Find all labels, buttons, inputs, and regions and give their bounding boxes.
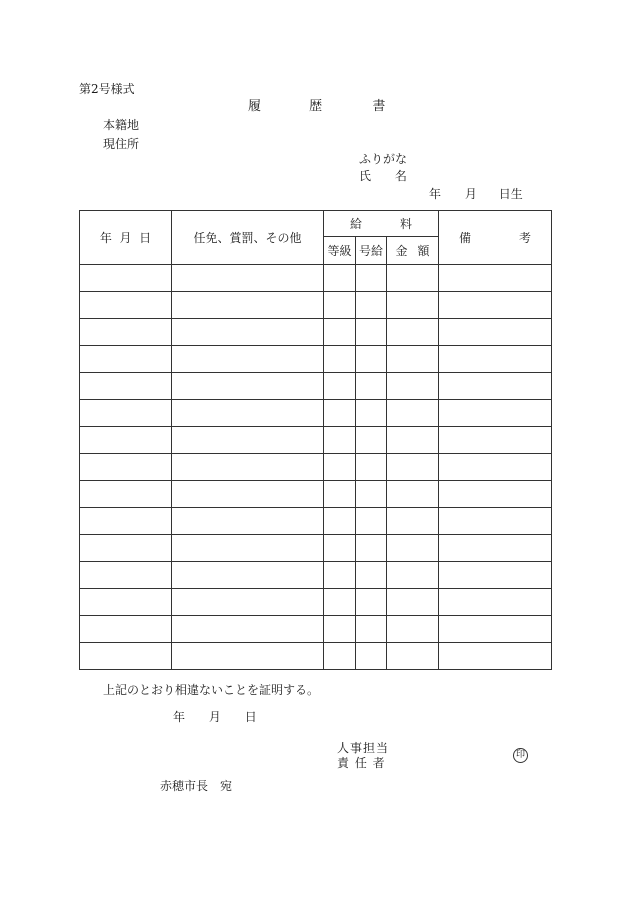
table-row: [80, 265, 552, 292]
cell-remarks[interactable]: [439, 265, 552, 292]
cell-step[interactable]: [356, 373, 387, 400]
cell-amount[interactable]: [387, 562, 439, 589]
cell-amount[interactable]: [387, 454, 439, 481]
cell-grade[interactable]: [324, 292, 356, 319]
cell-date[interactable]: [80, 427, 172, 454]
cell-remarks[interactable]: [439, 400, 552, 427]
cell-remarks[interactable]: [439, 346, 552, 373]
cell-date[interactable]: [80, 562, 172, 589]
seal-icon: 印: [513, 748, 528, 763]
certification-text: 上記のとおり相違ないことを証明する。: [103, 683, 320, 697]
header-date: 年 月 日: [80, 211, 172, 265]
cell-step[interactable]: [356, 481, 387, 508]
cell-step[interactable]: [356, 427, 387, 454]
table-row: [80, 562, 552, 589]
cell-step[interactable]: [356, 562, 387, 589]
table-row: [80, 589, 552, 616]
cell-event[interactable]: [172, 346, 324, 373]
cell-amount[interactable]: [387, 400, 439, 427]
history-table: [79, 210, 552, 670]
header-salary: 給 料: [324, 211, 439, 237]
form-number: 第2号様式: [79, 82, 135, 96]
cell-event[interactable]: [172, 535, 324, 562]
table-row: [80, 508, 552, 535]
cell-grade[interactable]: [324, 427, 356, 454]
name-char-1: 氏: [359, 169, 372, 183]
cell-grade[interactable]: [324, 589, 356, 616]
cell-date[interactable]: [80, 508, 172, 535]
cell-grade[interactable]: [324, 616, 356, 643]
cell-date[interactable]: [80, 346, 172, 373]
cell-event[interactable]: [172, 643, 324, 670]
cell-date[interactable]: [80, 292, 172, 319]
cell-grade[interactable]: [324, 346, 356, 373]
table-row: [80, 292, 552, 319]
table-row: [80, 427, 552, 454]
birthdate-label: [429, 188, 523, 200]
header-step: 号給: [356, 237, 387, 265]
cell-grade[interactable]: [324, 454, 356, 481]
table-row: [80, 454, 552, 481]
table-row: [80, 616, 552, 643]
cell-step[interactable]: [356, 616, 387, 643]
title-char-3: 書: [372, 99, 386, 114]
cell-date[interactable]: [80, 454, 172, 481]
cell-event[interactable]: [172, 616, 324, 643]
cell-grade[interactable]: [324, 643, 356, 670]
official-title-1: 人事担当: [337, 741, 390, 755]
table-row: [80, 319, 552, 346]
cell-amount[interactable]: [387, 616, 439, 643]
cell-grade[interactable]: [324, 562, 356, 589]
table-row: [80, 643, 552, 670]
cell-step[interactable]: [356, 292, 387, 319]
cell-step[interactable]: [356, 400, 387, 427]
cell-step[interactable]: [356, 535, 387, 562]
table-row: [80, 373, 552, 400]
table-row: [80, 400, 552, 427]
cell-remarks[interactable]: [439, 589, 552, 616]
cell-amount[interactable]: [387, 508, 439, 535]
cell-step[interactable]: [356, 643, 387, 670]
cell-grade[interactable]: [324, 535, 356, 562]
cell-amount[interactable]: [387, 319, 439, 346]
cell-event[interactable]: [172, 454, 324, 481]
cell-date[interactable]: [80, 589, 172, 616]
cell-event[interactable]: [172, 265, 324, 292]
header-remarks: 備 考: [439, 211, 552, 265]
header-amount: 金 額: [387, 237, 439, 265]
header-event: 任免、賞罰、その他: [172, 211, 324, 265]
cell-grade[interactable]: [324, 373, 356, 400]
cell-remarks[interactable]: [439, 292, 552, 319]
certification-date: [173, 711, 257, 723]
title-char-2: 歴: [309, 99, 323, 114]
addressee: 赤穂市長 宛: [160, 779, 233, 793]
cell-amount[interactable]: [387, 643, 439, 670]
cell-date[interactable]: [80, 265, 172, 292]
cell-remarks[interactable]: [439, 562, 552, 589]
cell-step[interactable]: [356, 265, 387, 292]
cell-event[interactable]: [172, 319, 324, 346]
cell-remarks[interactable]: [439, 508, 552, 535]
cell-step[interactable]: [356, 346, 387, 373]
cell-amount[interactable]: [387, 292, 439, 319]
cell-amount[interactable]: [387, 589, 439, 616]
cell-event[interactable]: [172, 562, 324, 589]
cell-remarks[interactable]: [439, 319, 552, 346]
cell-event[interactable]: [172, 589, 324, 616]
cell-date[interactable]: [80, 481, 172, 508]
cert-month-label: 月: [208, 710, 221, 724]
cell-remarks[interactable]: [439, 535, 552, 562]
cell-remarks[interactable]: [439, 373, 552, 400]
honseki-label: 本籍地: [103, 118, 140, 132]
cell-step[interactable]: [356, 589, 387, 616]
title-char-1: 履: [248, 99, 262, 114]
cell-event[interactable]: [172, 292, 324, 319]
cell-date[interactable]: [80, 535, 172, 562]
cell-event[interactable]: [172, 481, 324, 508]
cell-date[interactable]: [80, 616, 172, 643]
cell-date[interactable]: [80, 400, 172, 427]
name-label: [359, 170, 407, 182]
cell-amount[interactable]: [387, 265, 439, 292]
document-title: [248, 100, 385, 113]
cell-grade[interactable]: [324, 481, 356, 508]
cert-day-label: 日: [244, 710, 257, 724]
cell-remarks[interactable]: [439, 454, 552, 481]
cell-remarks[interactable]: [439, 427, 552, 454]
cell-step[interactable]: [356, 319, 387, 346]
cell-remarks[interactable]: [439, 643, 552, 670]
header-grade: 等級: [324, 237, 356, 265]
cell-remarks[interactable]: [439, 481, 552, 508]
cell-event[interactable]: [172, 427, 324, 454]
birth-day-label: 日生: [498, 187, 523, 201]
cell-date[interactable]: [80, 319, 172, 346]
cell-date[interactable]: [80, 373, 172, 400]
cell-step[interactable]: [356, 508, 387, 535]
cell-grade[interactable]: [324, 400, 356, 427]
cell-grade[interactable]: [324, 508, 356, 535]
seal-mark: [513, 747, 528, 763]
cell-event[interactable]: [172, 400, 324, 427]
table-row: [80, 346, 552, 373]
cell-amount[interactable]: [387, 535, 439, 562]
cell-amount[interactable]: [387, 373, 439, 400]
cert-year-label: 年: [173, 710, 186, 724]
address-label: 現住所: [103, 137, 140, 151]
cell-grade[interactable]: [324, 319, 356, 346]
cell-amount[interactable]: [387, 481, 439, 508]
birth-month-label: 月: [464, 187, 477, 201]
table-row: [80, 481, 552, 508]
furigana-label: ふりがな: [359, 152, 408, 166]
cell-grade[interactable]: [324, 265, 356, 292]
birth-year-label: 年: [429, 187, 442, 201]
cell-date[interactable]: [80, 643, 172, 670]
cell-event[interactable]: [172, 373, 324, 400]
cell-amount[interactable]: [387, 427, 439, 454]
cell-remarks[interactable]: [439, 616, 552, 643]
cell-step[interactable]: [356, 454, 387, 481]
official-title-2: 責 任 者: [337, 756, 386, 770]
cell-amount[interactable]: [387, 346, 439, 373]
cell-event[interactable]: [172, 508, 324, 535]
table-row: [80, 535, 552, 562]
name-char-2: 名: [394, 169, 407, 183]
